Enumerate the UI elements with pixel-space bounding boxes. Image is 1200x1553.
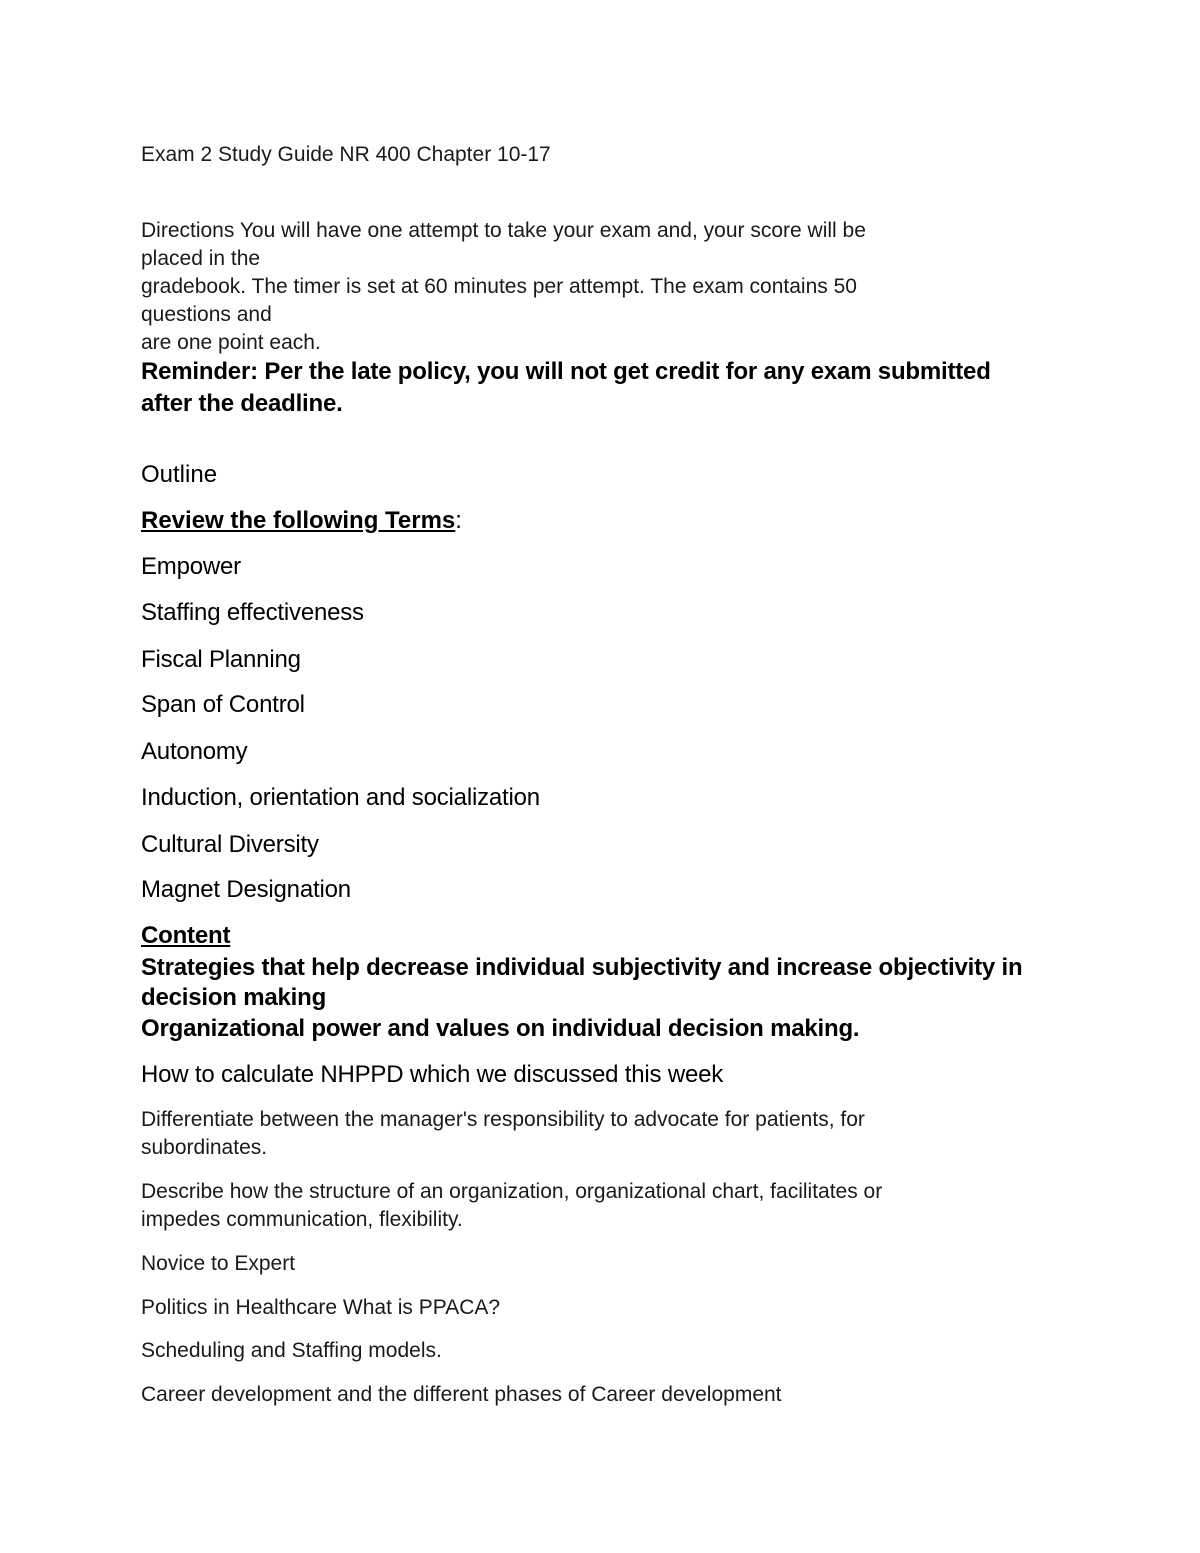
- review-terms-heading-line: [141, 506, 1061, 536]
- term-item: Span of Control: [141, 691, 305, 718]
- content-describe-line-2: impedes communication, flexibility.: [141, 1208, 463, 1231]
- term-item: Staffing effectiveness: [141, 599, 364, 626]
- content-career: Career development and the different phases of Career development: [141, 1383, 782, 1406]
- content-novice: Novice to Expert: [141, 1252, 296, 1275]
- directions-line-5: are one point each.: [141, 331, 321, 354]
- content-differentiate-line-1: Differentiate between the manager's responsibility to advocate for patients, for: [141, 1108, 865, 1131]
- content-describe-line-1: Describe how the structure of an organization, organizational chart, facilitates or: [141, 1180, 883, 1203]
- content-strategies-line-2: decision making: [141, 984, 327, 1011]
- content-strategies-line-1: Strategies that help decrease individual subjectivity and increase objectivity in: [141, 954, 1023, 981]
- review-terms-heading: Review the following Terms: [141, 507, 456, 534]
- term-item: Autonomy: [141, 738, 248, 765]
- content-differentiate-line-2: subordinates.: [141, 1136, 268, 1159]
- document-title: Exam 2 Study Guide NR 400 Chapter 10-17: [141, 143, 551, 166]
- directions-line-1: Directions You will have one attempt to take your exam and, your score will be: [141, 219, 866, 242]
- term-item: Magnet Designation: [141, 876, 351, 903]
- directions-line-2: placed in the: [141, 247, 261, 270]
- term-item: Cultural Diversity: [141, 831, 319, 858]
- directions-line-3: gradebook. The timer is set at 60 minutes per attempt. The exam contains 50: [141, 275, 857, 298]
- content-heading: Content: [141, 922, 231, 949]
- content-scheduling: Scheduling and Staffing models.: [141, 1339, 442, 1362]
- content-org-power: Organizational power and values on individual decision making.: [141, 1015, 860, 1042]
- term-item: Induction, orientation and socialization: [141, 784, 540, 811]
- term-item: Empower: [141, 553, 241, 580]
- outline-heading: Outline: [141, 461, 218, 488]
- review-terms-colon: :: [455, 507, 462, 534]
- content-politics: Politics in Healthcare What is PPACA?: [141, 1296, 501, 1319]
- reminder-line-1: Reminder: Per the late policy, you will not get credit for any exam submitted: [141, 358, 991, 385]
- directions-line-4: questions and: [141, 303, 272, 326]
- term-item: Fiscal Planning: [141, 646, 301, 673]
- content-nhppd: How to calculate NHPPD which we discussed this week: [141, 1061, 724, 1088]
- reminder-line-2: after the deadline.: [141, 390, 343, 417]
